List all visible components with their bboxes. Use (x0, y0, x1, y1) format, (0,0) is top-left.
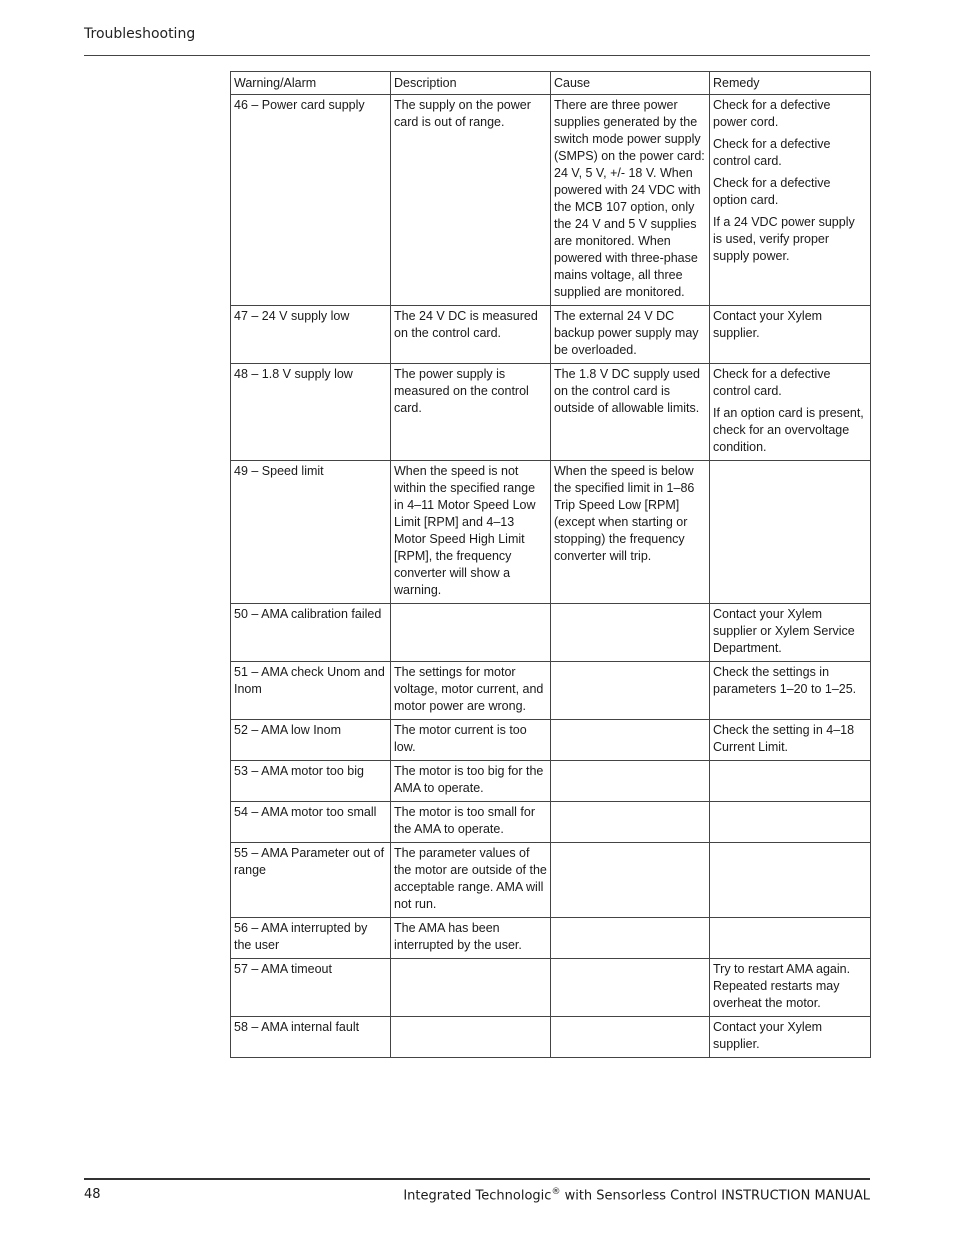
cell-description: The parameter values of the motor are outside of the acceptable range. AMA will not run. (391, 843, 551, 918)
cell-cause (551, 761, 710, 802)
table-row (231, 461, 871, 604)
cell-warning-alarm: 55 – AMA Parameter out of range (231, 843, 391, 918)
cell-description: The power supply is measured on the control card. (391, 364, 551, 461)
cell-description: The supply on the power card is out of range. (391, 95, 551, 306)
remedy-item: Check the setting in 4–18 Current Limit. (713, 723, 855, 754)
cell-description: The 24 V DC is measured on the control card. (391, 306, 551, 364)
cell-description: The motor current is too low. (391, 720, 551, 761)
remedy-item: Try to restart AMA again. Repeated restarts may overheat the motor. (713, 962, 851, 1010)
cell-warning-alarm: 47 – 24 V supply low (231, 306, 391, 364)
cell-warning-alarm: 53 – AMA motor too big (231, 761, 391, 802)
remedy-item: Contact your Xylem supplier. (713, 309, 823, 340)
cell-cause: There are three power supplies generated by the switch mode power supply (SMPS) on the power card: 24 V, 5 V, +/- 18 V. When powered with 24 VDC with the MCB 107 option, only the 24 V and 5 V supplies are monitored. When powered with three-phase mains voltage, all three supplied are monitored. (551, 95, 710, 306)
cell-remedy (710, 461, 871, 604)
cell-description: The motor is too small for the AMA to operate. (391, 802, 551, 843)
cell-remedy (710, 364, 871, 461)
column-header-description: Description (391, 72, 551, 95)
remedy-item: Contact your Xylem supplier or Xylem Service Department. (713, 607, 855, 655)
cell-remedy (710, 720, 871, 761)
cell-warning-alarm: 54 – AMA motor too small (231, 802, 391, 843)
cell-cause: The external 24 V DC backup power supply may be overloaded. (551, 306, 710, 364)
cell-cause (551, 959, 710, 1017)
table-row (231, 720, 871, 761)
cell-remedy (710, 959, 871, 1017)
header-divider (84, 55, 870, 56)
cell-cause (551, 604, 710, 662)
cell-description (391, 604, 551, 662)
table-row (231, 306, 871, 364)
cell-remedy (710, 604, 871, 662)
cell-warning-alarm: 49 – Speed limit (231, 461, 391, 604)
cell-cause (551, 843, 710, 918)
cell-remedy (710, 95, 871, 306)
column-header-cause: Cause (551, 72, 710, 95)
cell-warning-alarm: 50 – AMA calibration failed (231, 604, 391, 662)
table-row (231, 364, 871, 461)
column-header-remedy: Remedy (710, 72, 871, 95)
footer-divider (84, 1178, 870, 1180)
manual-title (403, 1187, 870, 1203)
cell-description (391, 1017, 551, 1058)
cell-description: The AMA has been interrupted by the user. (391, 918, 551, 959)
cell-warning-alarm: 46 – Power card supply (231, 95, 391, 306)
table-row (231, 662, 871, 720)
table-row (231, 959, 871, 1017)
table-row (231, 843, 871, 918)
cell-remedy (710, 802, 871, 843)
cell-cause (551, 662, 710, 720)
cell-remedy (710, 662, 871, 720)
table-row (231, 1017, 871, 1058)
cell-description (391, 959, 551, 1017)
cell-cause (551, 918, 710, 959)
cell-remedy (710, 306, 871, 364)
table-row (231, 918, 871, 959)
cell-warning-alarm: 58 – AMA internal fault (231, 1017, 391, 1058)
cell-cause (551, 1017, 710, 1058)
manual-title-main: Integrated Technologic (403, 1188, 552, 1204)
remedy-item: If an option card is present, check for an overvoltage condition. (713, 406, 864, 454)
remedy-item: Contact your Xylem supplier. (713, 1020, 823, 1051)
cell-remedy (710, 1017, 871, 1058)
table-row (231, 95, 871, 306)
cell-remedy (710, 843, 871, 918)
alarm-table-body (231, 95, 871, 1058)
running-header: Troubleshooting (84, 26, 196, 42)
cell-description: The settings for motor voltage, motor current, and motor power are wrong. (391, 662, 551, 720)
column-header-warning-alarm: Warning/Alarm (231, 72, 391, 95)
remedy-item: Check for a defective control card. (713, 367, 831, 398)
table-row (231, 802, 871, 843)
cell-warning-alarm: 51 – AMA check Unom and Inom (231, 662, 391, 720)
remedy-item: Check for a defective control card. (713, 137, 831, 168)
cell-cause: When the speed is below the specified limit in 1–86 Trip Speed Low [RPM] (except when starting or stopping) the frequency converter will trip. (551, 461, 710, 604)
cell-remedy (710, 918, 871, 959)
remedy-item: Check for a defective option card. (713, 176, 831, 207)
remedy-item: Check for a defective power cord. (713, 98, 831, 129)
manual-title-rest: with Sensorless Control INSTRUCTION MANUAL (560, 1188, 870, 1204)
cell-warning-alarm: 48 – 1.8 V supply low (231, 364, 391, 461)
alarm-table (230, 71, 871, 1058)
cell-warning-alarm: 57 – AMA timeout (231, 959, 391, 1017)
cell-remedy (710, 761, 871, 802)
remedy-item: Check the settings in parameters 1–20 to 1–25. (713, 665, 857, 696)
registered-mark: ® (551, 1187, 561, 1197)
table-header-row (231, 72, 871, 95)
page-number: 48 (84, 1187, 101, 1202)
cell-warning-alarm: 52 – AMA low Inom (231, 720, 391, 761)
table-row (231, 604, 871, 662)
cell-cause (551, 720, 710, 761)
cell-cause: The 1.8 V DC supply used on the control card is outside of allowable limits. (551, 364, 710, 461)
remedy-item: If a 24 VDC power supply is used, verify proper supply power. (713, 215, 855, 263)
cell-description: When the speed is not within the specified range in 4–11 Motor Speed Low Limit [RPM] and 4–13 Motor Speed High Limit [RPM], the frequency converter will show a warning. (391, 461, 551, 604)
cell-warning-alarm: 56 – AMA interrupted by the user (231, 918, 391, 959)
cell-cause (551, 802, 710, 843)
table-row (231, 761, 871, 802)
cell-description: The motor is too big for the AMA to operate. (391, 761, 551, 802)
